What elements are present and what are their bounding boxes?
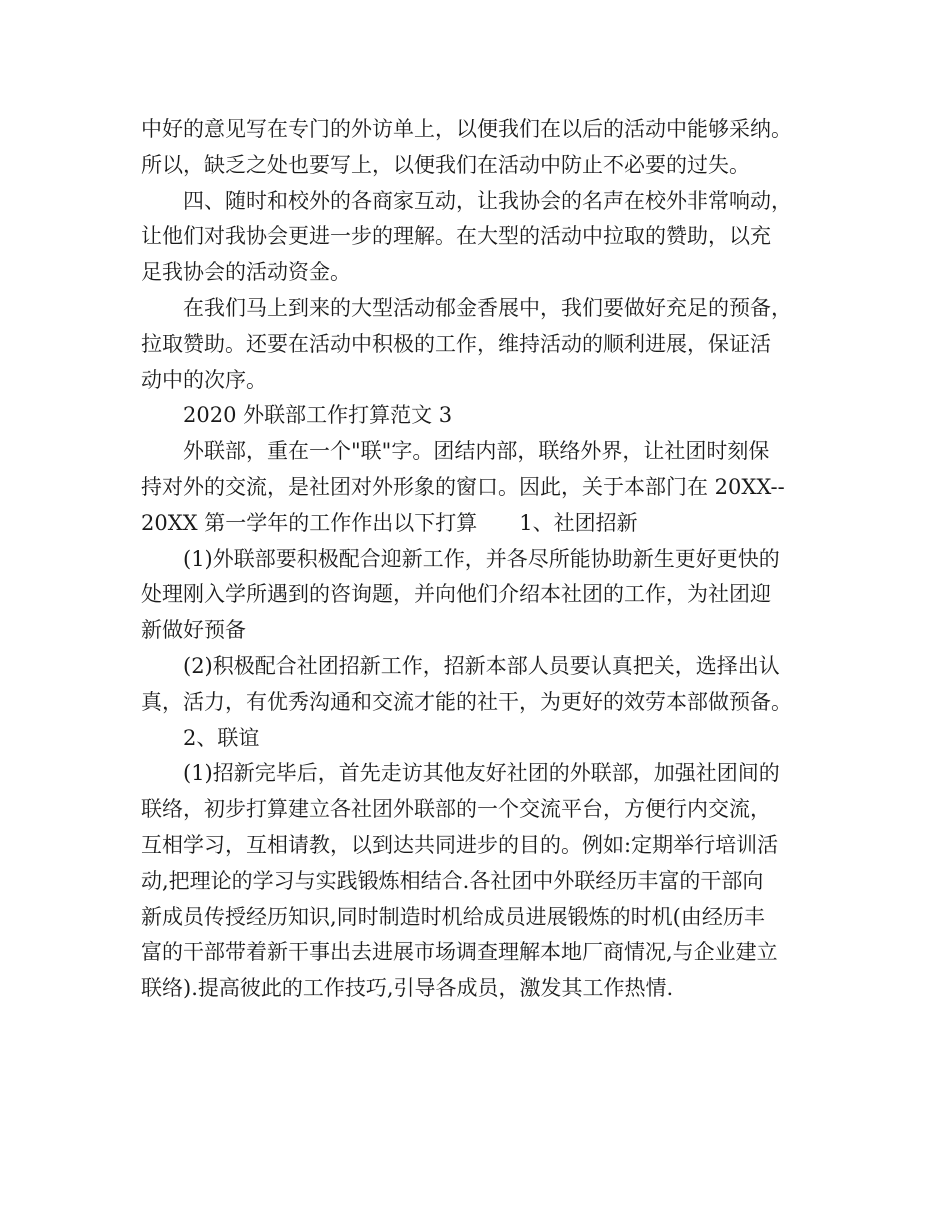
text-line: 足我协会的活动资金。 bbox=[141, 260, 351, 285]
text-line: 动,把理论的学习与实践锻炼相结合.各社团中外联经历丰富的干部向 bbox=[141, 868, 764, 893]
text-line: (1)招新完毕后，首先走访其他友好社团的外联部，加强社团间的 bbox=[183, 761, 780, 786]
text-line: 让他们对我协会更进一步的理解。在大型的活动中拉取的赞助，以充 bbox=[141, 224, 771, 249]
text-line: 联络，初步打算建立各社团外联部的一个交流平台，方便行内交流， bbox=[141, 797, 771, 822]
text-line: 四、随时和校外的各商家互动，让我协会的名声在校外非常响动， bbox=[183, 188, 792, 213]
text-line: (2)积极配合社团招新工作，招新本部人员要认真把关，选择出认 bbox=[183, 653, 780, 678]
text-line: 处理刚入学所遇到的咨询题，并向他们介绍本社团的工作，为社团迎 bbox=[141, 582, 771, 607]
text-line: 在我们马上到来的大型活动郁金香展中，我们要做好充足的预备， bbox=[183, 295, 792, 320]
text-line: 富的干部带着新干事出去进展市场调查理解本地厂商情况,与企业建立 bbox=[141, 940, 778, 965]
text-line: 中好的意见写在专门的外访单上，以便我们在以后的活动中能够采纳。 bbox=[141, 117, 792, 141]
document-body bbox=[141, 112, 831, 1007]
text-line: 20XX 第一学年的工作作出以下打算 1、社团招新 bbox=[141, 510, 638, 535]
text-line: 2、联谊 bbox=[183, 725, 260, 750]
text-line: 联络).提高彼此的工作技巧,引导各成员，激发其工作热情. bbox=[141, 976, 674, 1001]
text-line: 2020 外联部工作打算范文 3 bbox=[183, 403, 453, 428]
text-line: 互相学习，互相请教，以到达共同进步的目的。例如:定期举行培训活 bbox=[141, 832, 779, 857]
text-line: 所以，缺乏之处也要写上，以便我们在活动中防止不必要的过失。 bbox=[141, 152, 750, 177]
text-line: 真，活力，有优秀沟通和交流才能的社干，为更好的效劳本部做预备。 bbox=[141, 689, 792, 714]
text-line: 动中的次序。 bbox=[141, 367, 267, 392]
text-line: 新做好预备 bbox=[141, 618, 246, 643]
text-line: 外联部，重在一个"联"字。团结内部，联络外界，让社团时刻保 bbox=[183, 439, 770, 464]
text-line: 持对外的交流，是社团对外形象的窗口。因此，关于本部门在 20XX-- bbox=[141, 474, 785, 499]
text-line: 新成员传授经历知识,同时制造时机给成员进展锻炼的时机(由经历丰 bbox=[141, 904, 765, 929]
text-line: (1)外联部要积极配合迎新工作，并各尽所能协助新生更好更快的 bbox=[183, 546, 780, 571]
text-line: 拉取赞助。还要在活动中积极的工作，维持活动的顺利进展，保证活 bbox=[141, 331, 771, 356]
